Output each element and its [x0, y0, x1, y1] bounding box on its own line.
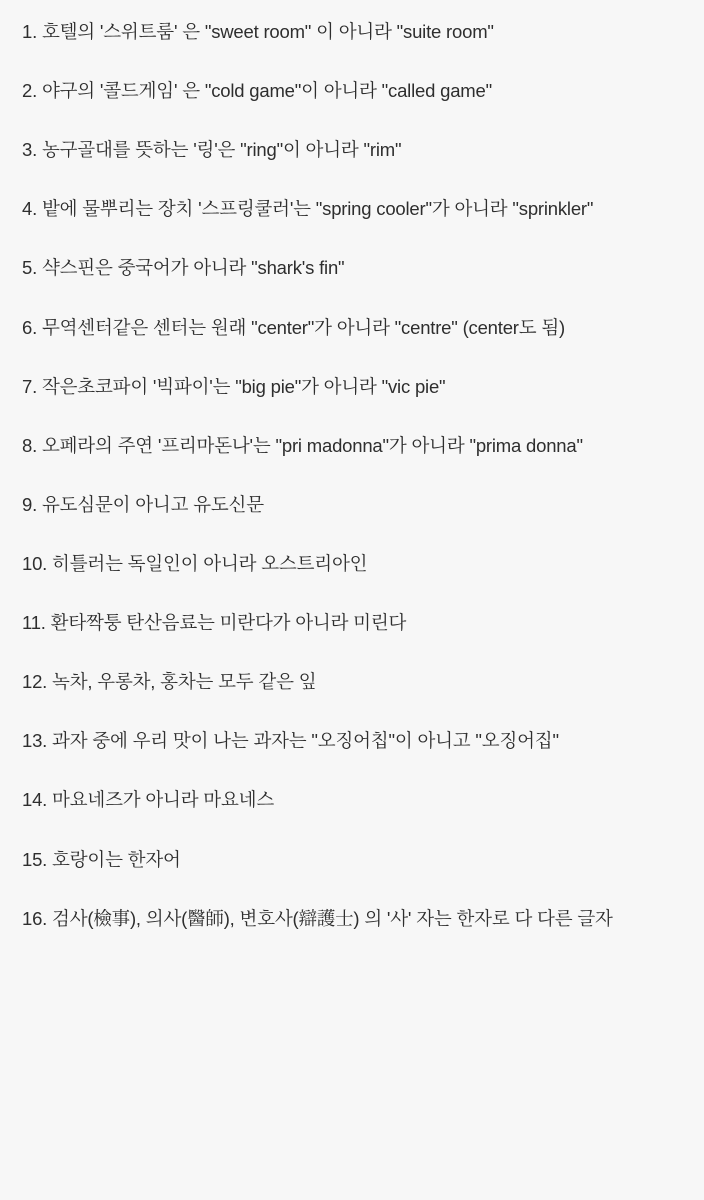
- list-item: 12. 녹차, 우롱차, 홍차는 모두 같은 잎: [22, 671, 317, 693]
- list-item: 15. 호랑이는 한자어: [22, 848, 181, 870]
- list-item: 10. 히틀러는 독일인이 아니라 오스트리아인: [22, 552, 368, 574]
- list-item: 9. 유도심문이 아니고 유도신문: [22, 493, 264, 515]
- list-item: 3. 농구골대를 뜻하는 '링'은 "ring"이 아니라 "rim": [22, 139, 402, 161]
- list-item: 5. 샥스핀은 중국어가 아니라 "shark's fin": [22, 257, 345, 279]
- list-item: 11. 환타짝퉁 탄산음료는 미란다가 아니라 미린다: [22, 612, 407, 634]
- list-item: 16. 검사(檢事), 의사(醫師), 변호사(辯護士) 의 '사' 자는 한자로 다 다른 글자: [22, 907, 613, 929]
- list-item: 7. 작은초코파이 '빅파이'는 "big pie"가 아니라 "vic pie": [22, 375, 446, 397]
- list-item: 13. 과자 중에 우리 맛이 나는 과자는 "오징어칩"이 아니고 "오징어집": [22, 730, 559, 752]
- list-item: 2. 야구의 '콜드게임' 은 "cold game"이 아니라 "called game": [22, 80, 492, 102]
- list-item: 8. 오페라의 주연 '프리마돈나'는 "pri madonna"가 아니라 "prima donna": [22, 434, 583, 456]
- fact-list: [22, 18, 682, 933]
- list-item: 14. 마요네즈가 아니라 마요네스: [22, 789, 274, 811]
- list-item: 6. 무역센터같은 센터는 원래 "center"가 아니라 "centre" (center도 됨): [22, 316, 565, 338]
- list-item: 1. 호텔의 '스위트룸' 은 "sweet room" 이 아니라 "suite room": [22, 21, 494, 42]
- list-item: 4. 밭에 물뿌리는 장치 '스프링쿨러'는 "spring cooler"가 아니라 "sprinkler": [22, 198, 594, 220]
